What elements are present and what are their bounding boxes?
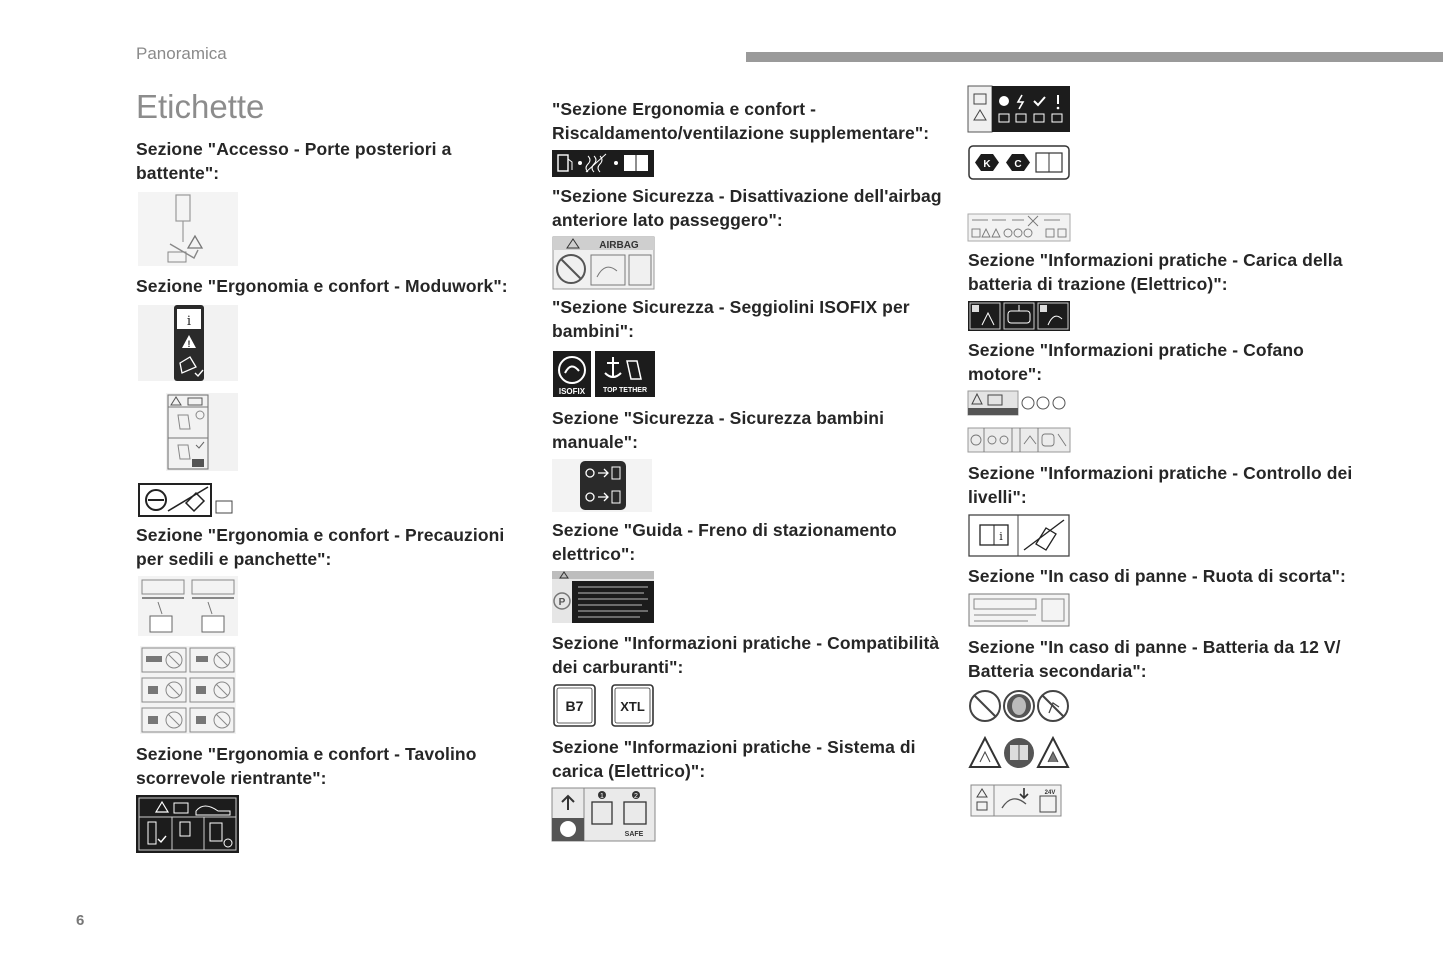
section-heading-cofano: Sezione "Informazioni pratiche - Cofano motore":	[968, 340, 1304, 384]
svg-text:i: i	[999, 530, 1003, 543]
v24-label: 24V	[1044, 790, 1056, 796]
section-heading-riscaldamento: "Sezione Ergonomia e confort - Riscaldamento/ventilazione supplementare":	[552, 99, 930, 143]
rear-door-sticker	[138, 192, 238, 266]
isofix-label: ISOFIX	[558, 387, 586, 396]
traction-battery-sticker	[968, 301, 1070, 331]
moduwork-sticker	[138, 305, 238, 381]
section-heading-precauzioni: Sezione "Ergonomia e confort - Precauzioni per sedili e panchette":	[136, 525, 505, 569]
manual-icon: i	[186, 314, 192, 329]
k-c-sticker	[968, 145, 1071, 180]
heating-sticker	[552, 150, 654, 177]
section-heading-batteria-12v: Sezione "In caso di panne - Batteria da 12 V/ Batteria secondaria":	[968, 637, 1341, 681]
airbag-sticker	[553, 237, 654, 289]
breadcrumb: Panoramica	[136, 44, 227, 63]
charging-system-sticker	[552, 788, 655, 841]
step-2-label: 2	[634, 793, 638, 800]
seat-grid-sticker	[140, 646, 236, 734]
sliding-table-sticker	[136, 795, 239, 853]
section-heading-isofix: "Sezione Sicurezza - Seggiolini ISOFIX per bambini":	[552, 297, 910, 341]
status-panel-sticker	[968, 86, 1070, 132]
service-strip-sticker	[968, 214, 1070, 241]
parking-brake-sticker	[552, 571, 654, 623]
header-bar	[746, 52, 1443, 62]
section-heading-freno: Sezione "Guida - Freno di stazionamento elettrico":	[552, 520, 897, 564]
page-title: Etichette	[136, 88, 265, 125]
page-number: 6	[76, 912, 85, 929]
top-tether-label: TOP TETHER	[602, 387, 648, 394]
section-heading-sistema-carica: Sezione "Informazioni pratiche - Sistema di carica (Elettrico)":	[552, 737, 916, 781]
battery-warnings-sticker	[969, 736, 1071, 770]
table-warning-sticker	[138, 483, 234, 517]
bonnet-sticker-1	[968, 391, 1070, 415]
manual-icon	[216, 501, 232, 513]
fluid-levels-sticker	[968, 514, 1070, 557]
svg-text:!: !	[187, 339, 191, 349]
section-heading-carburanti: Sezione "Informazioni pratiche - Compatibilità dei carburanti":	[552, 633, 940, 677]
fuel-xtl-label: XTL	[620, 699, 645, 714]
fuel-b7-label: B7	[565, 698, 584, 714]
spare-wheel-sticker	[968, 593, 1070, 627]
section-heading-ruota-scorta: Sezione "In caso di panne - Ruota di scorta":	[968, 566, 1346, 586]
section-heading-porte-posteriori: Sezione "Accesso - Porte posteriori a battente":	[136, 139, 452, 183]
k-label: K	[983, 159, 991, 170]
section-heading-livelli: Sezione "Informazioni pratiche - Controllo dei livelli":	[968, 463, 1353, 507]
airbag-label: AIRBAG	[599, 240, 639, 251]
seat-precaution-sticker	[138, 576, 238, 636]
section-heading-moduwork: Sezione "Ergonomia e confort - Moduwork":	[136, 276, 508, 296]
isofix-sticker	[553, 351, 655, 397]
section-heading-tavolino: Sezione "Ergonomia e confort - Tavolino scorrevole rientrante":	[136, 744, 477, 788]
fuel-compat-sticker	[553, 684, 655, 728]
svg-text:P: P	[558, 597, 566, 608]
bonnet-sticker-2	[968, 428, 1070, 452]
section-heading-carica-batteria: Sezione "Informazioni pratiche - Carica della batteria di trazione (Elettrico)":	[968, 250, 1343, 294]
child-lock-sticker	[552, 459, 652, 512]
safe-label: SAFE	[624, 831, 644, 838]
section-heading-airbag: "Sezione Sicurezza - Disattivazione dell'airbag anteriore lato passeggero":	[552, 186, 942, 230]
step-1-label: 1	[600, 793, 604, 800]
battery-24v-sticker	[970, 784, 1062, 817]
c-label: C	[1014, 159, 1022, 170]
battery-prohibitions-sticker	[969, 689, 1071, 723]
section-heading-sicurezza-bambini: Sezione "Sicurezza - Sicurezza bambini manuale":	[552, 408, 885, 452]
moduwork-sticker-2	[166, 393, 238, 471]
